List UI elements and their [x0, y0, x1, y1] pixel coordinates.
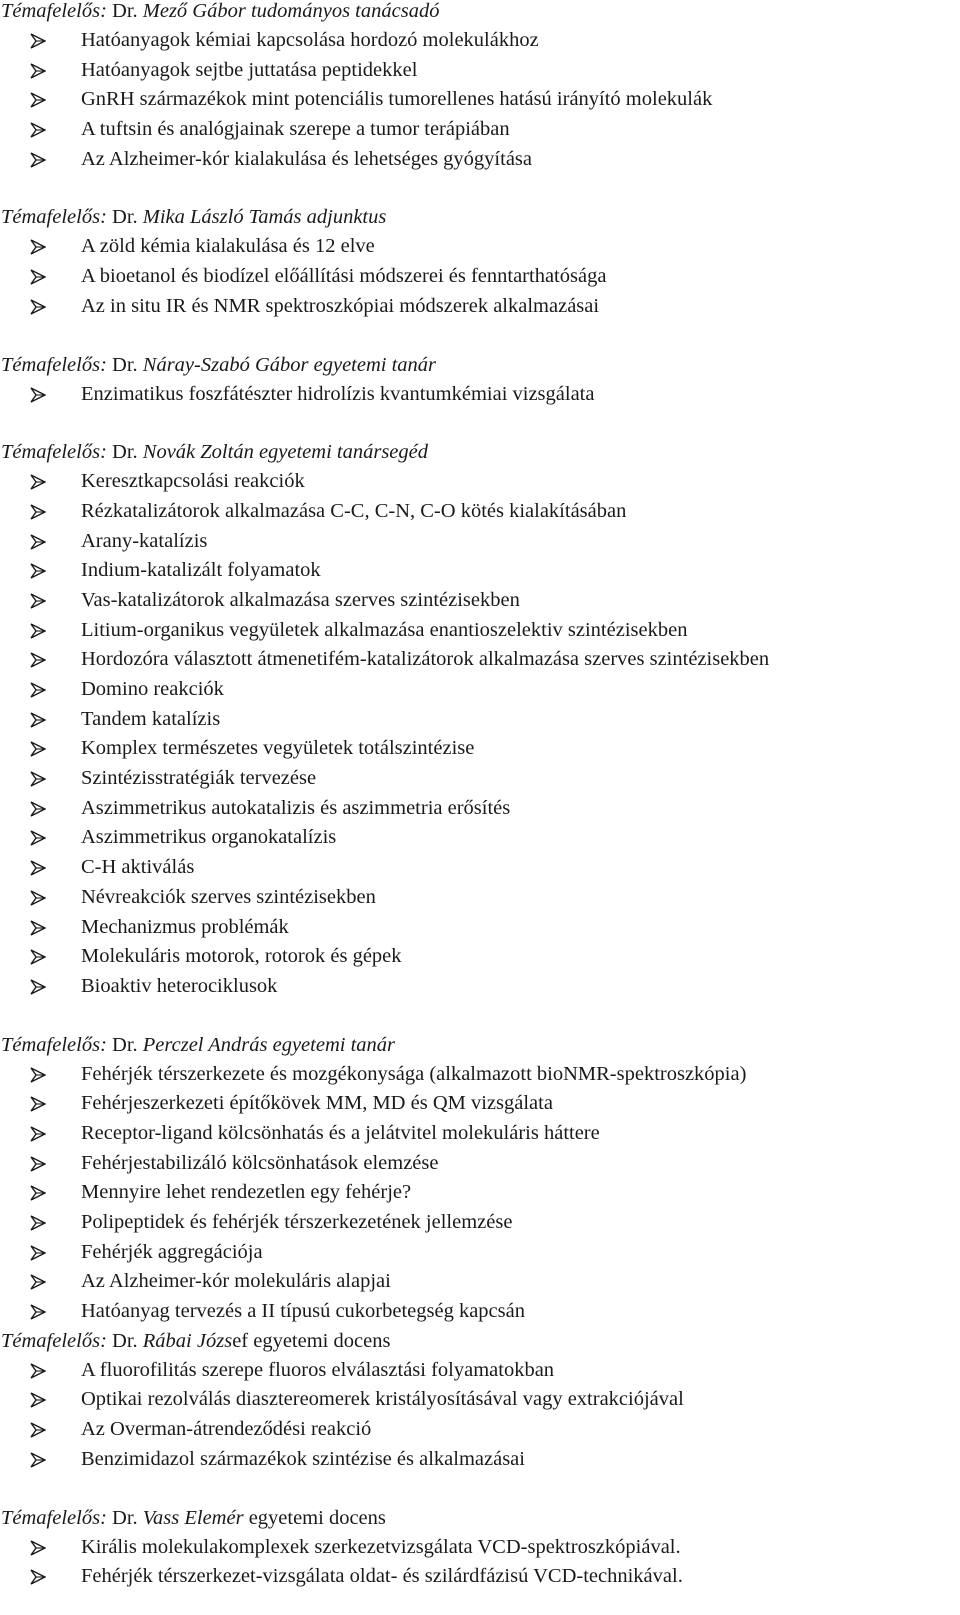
topic-section — [0, 1031, 960, 1327]
list-item — [0, 913, 960, 943]
heading-title-dr: Dr. — [112, 353, 138, 376]
topic-list — [0, 26, 960, 174]
list-item — [0, 115, 960, 145]
supervisor-name: Náray-Szabó Gábor egyetemi tanár — [142, 353, 437, 376]
arrowhead-bullet-icon — [30, 1178, 52, 1208]
arrowhead-bullet-icon — [30, 942, 52, 972]
topic-title: Vas-katalizátorok alkalmazása szerves szintézisekben — [81, 588, 520, 611]
topic-title: Benzimidazol származékok szintézise és alkalmazásai — [81, 1447, 525, 1470]
topic-title: Aszimmetrikus autokatalizis és aszimmetria erősítés — [81, 796, 511, 819]
supervisor-name: Mező Gábor tudományos tanácsadó — [142, 0, 440, 22]
supervisor-name: Perczel András egyetemi tanár — [142, 1033, 395, 1056]
topic-section — [0, 351, 960, 410]
topic-title: Fehérjék aggregációja — [81, 1240, 263, 1263]
heading-label: Témafelelős: — [1, 0, 107, 22]
list-item — [0, 56, 960, 86]
list-item — [0, 1297, 960, 1327]
list-item — [0, 1089, 960, 1119]
arrowhead-bullet-icon — [30, 586, 52, 616]
topic-title: Litium-organikus vegyületek alkalmazása enantioszelektiv szintézisekben — [81, 618, 688, 641]
arrowhead-bullet-icon — [30, 1356, 52, 1386]
topic-title: Királis molekulakomplexek szerkezetvizsgálata VCD-spektroszkópiával. — [81, 1535, 681, 1558]
section-spacer — [0, 174, 960, 203]
list-item — [0, 145, 960, 175]
topic-list — [0, 1060, 960, 1327]
arrowhead-bullet-icon — [30, 1533, 52, 1563]
topic-list — [0, 232, 960, 321]
section-heading — [0, 1031, 960, 1060]
arrowhead-bullet-icon — [30, 1445, 52, 1475]
topic-list — [0, 467, 960, 1001]
list-item — [0, 853, 960, 883]
topic-section — [0, 203, 960, 321]
list-item — [0, 764, 960, 794]
section-heading — [0, 1327, 960, 1356]
topic-title: Arany-katalízis — [81, 529, 208, 552]
list-item — [0, 1385, 960, 1415]
supervisor-name: Mika László Tamás adjunktus — [142, 206, 387, 229]
topic-title: Enzimatikus foszfátészter hidrolízis kvantumkémiai vizsgálata — [81, 382, 595, 405]
list-item — [0, 1533, 960, 1563]
heading-title-dr: Dr. — [112, 1329, 138, 1352]
list-item — [0, 527, 960, 557]
section-heading — [0, 438, 960, 467]
arrowhead-bullet-icon — [30, 1385, 52, 1415]
topic-title: Fehérjeszerkezeti építőkövek MM, MD és QM vizsgálata — [81, 1092, 553, 1115]
arrowhead-bullet-icon — [30, 56, 52, 86]
heading-title-dr: Dr. — [112, 0, 138, 22]
arrowhead-bullet-icon — [30, 1415, 52, 1445]
arrowhead-bullet-icon — [30, 645, 52, 675]
topic-title: Névreakciók szerves szintézisekben — [81, 885, 376, 908]
topic-title: Aszimmetrikus organokatalízis — [81, 826, 337, 849]
section-spacer — [0, 1002, 960, 1031]
topic-title: A fluorofilitás szerepe fluoros elválasztási folyamatokban — [81, 1358, 555, 1381]
topic-title: Az Alzheimer-kór kialakulása és lehetséges gyógyítása — [81, 147, 532, 170]
topic-title: Komplex természetes vegyületek totálszintézise — [81, 737, 475, 760]
heading-title-dr: Dr. — [112, 206, 138, 229]
list-item — [0, 883, 960, 913]
list-item — [0, 972, 960, 1002]
arrowhead-bullet-icon — [30, 972, 52, 1002]
list-item — [0, 1238, 960, 1268]
list-item — [0, 1267, 960, 1297]
topic-title: Hordozóra választott átmenetifém-katalizátorok alkalmazása szerves szintézisekben — [81, 648, 770, 671]
arrowhead-bullet-icon — [30, 1089, 52, 1119]
arrowhead-bullet-icon — [30, 705, 52, 735]
topic-section — [0, 438, 960, 1001]
section-spacer — [0, 1475, 960, 1504]
list-item — [0, 467, 960, 497]
arrowhead-bullet-icon — [30, 1562, 52, 1592]
heading-label: Témafelelős: — [1, 206, 107, 229]
arrowhead-bullet-icon — [30, 292, 52, 322]
arrowhead-bullet-icon — [30, 262, 52, 292]
list-item — [0, 292, 960, 322]
list-item — [0, 1178, 960, 1208]
topic-title: C-H aktiválás — [81, 856, 195, 879]
arrowhead-bullet-icon — [30, 380, 52, 410]
heading-label: Témafelelős: — [1, 353, 107, 376]
supervisor-name-suffix: egyetemi docens — [243, 1506, 386, 1529]
list-item — [0, 794, 960, 824]
topic-title: Az Overman-átrendeződési reakció — [81, 1418, 372, 1441]
arrowhead-bullet-icon — [30, 1267, 52, 1297]
list-item — [0, 1149, 960, 1179]
topic-title: Hatóanyag tervezés a II típusú cukorbetegség kapcsán — [81, 1300, 525, 1323]
arrowhead-bullet-icon — [30, 1149, 52, 1179]
topic-title: Fehérjék térszerkezete és mozgékonysága (alkalmazott bioNMR-spektroszkópia) — [81, 1062, 747, 1085]
section-heading — [0, 1504, 960, 1533]
topic-list — [0, 1533, 960, 1592]
heading-title-dr: Dr. — [112, 1033, 138, 1056]
arrowhead-bullet-icon — [30, 85, 52, 115]
arrowhead-bullet-icon — [30, 883, 52, 913]
list-item — [0, 26, 960, 56]
topic-title: Rézkatalizátorok alkalmazása C-C, C-N, C-O kötés kialakításában — [81, 499, 627, 522]
list-item — [0, 262, 960, 292]
topic-list — [0, 1356, 960, 1475]
arrowhead-bullet-icon — [30, 853, 52, 883]
section-spacer — [0, 409, 960, 438]
list-item — [0, 1562, 960, 1592]
arrowhead-bullet-icon — [30, 115, 52, 145]
topic-title: Hatóanyagok sejtbe juttatása peptidekkel — [81, 58, 418, 81]
heading-title-dr: Dr. — [112, 1506, 138, 1529]
list-item — [0, 616, 960, 646]
supervisor-name: Rábai Józs — [142, 1329, 233, 1352]
topic-list — [0, 380, 960, 410]
list-item — [0, 705, 960, 735]
list-item — [0, 1415, 960, 1445]
list-item — [0, 823, 960, 853]
arrowhead-bullet-icon — [30, 232, 52, 262]
arrowhead-bullet-icon — [30, 764, 52, 794]
topic-title: Tandem katalízis — [81, 707, 221, 730]
arrowhead-bullet-icon — [30, 1208, 52, 1238]
list-item — [0, 497, 960, 527]
list-item — [0, 645, 960, 675]
topic-title: GnRH származékok mint potenciális tumorellenes hatású irányító molekulák — [81, 88, 713, 111]
topic-title: A zöld kémia kialakulása és 12 elve — [81, 235, 375, 258]
arrowhead-bullet-icon — [30, 26, 52, 56]
supervisor-name: Novák Zoltán egyetemi tanársegéd — [142, 441, 429, 464]
topic-title: A bioetanol és biodízel előállítási módszerei és fenntarthatósága — [81, 265, 607, 288]
arrowhead-bullet-icon — [30, 913, 52, 943]
topic-title: Hatóanyagok kémiai kapcsolása hordozó molekulákhoz — [81, 29, 539, 51]
topic-title: Fehérjék térszerkezet-vizsgálata oldat- és szilárdfázisú VCD-technikával. — [81, 1565, 683, 1588]
topic-title: Optikai rezolválás diasztereomerek kristályosításával vagy extrakciójával — [81, 1388, 684, 1411]
list-item — [0, 675, 960, 705]
heading-title-dr: Dr. — [112, 441, 138, 464]
arrowhead-bullet-icon — [30, 1060, 52, 1090]
list-item — [0, 1445, 960, 1475]
arrowhead-bullet-icon — [30, 467, 52, 497]
topic-title: Bioaktiv heterociklusok — [81, 974, 278, 997]
arrowhead-bullet-icon — [30, 734, 52, 764]
list-item — [0, 942, 960, 972]
list-item — [0, 1208, 960, 1238]
list-item — [0, 85, 960, 115]
arrowhead-bullet-icon — [30, 1119, 52, 1149]
list-item — [0, 1060, 960, 1090]
topic-title: Szintézisstratégiák tervezése — [81, 767, 317, 790]
section-spacer — [0, 322, 960, 351]
section-heading — [0, 0, 960, 26]
topic-title: Indium-katalizált folyamatok — [81, 559, 321, 582]
topic-title: Mennyire lehet rendezetlen egy fehérje? — [81, 1181, 412, 1204]
topic-title: A tuftsin és analógjainak szerepe a tumor terápiában — [81, 118, 510, 141]
heading-label: Témafelelős: — [1, 1506, 107, 1529]
topic-title: Receptor-ligand kölcsönhatás és a jelátvitel molekuláris háttere — [81, 1121, 600, 1144]
topic-title: Fehérjestabilizáló kölcsönhatások elemzése — [81, 1151, 439, 1174]
heading-label: Témafelelős: — [1, 1329, 107, 1352]
arrowhead-bullet-icon — [30, 616, 52, 646]
topic-section — [0, 1504, 960, 1592]
topic-title: Polipeptidek és fehérjék térszerkezetének jellemzése — [81, 1211, 513, 1233]
topic-section — [0, 0, 960, 174]
arrowhead-bullet-icon — [30, 1238, 52, 1268]
arrowhead-bullet-icon — [30, 794, 52, 824]
arrowhead-bullet-icon — [30, 675, 52, 705]
arrowhead-bullet-icon — [30, 556, 52, 586]
topic-title: Domino reakciók — [81, 678, 224, 700]
topic-section — [0, 1327, 960, 1475]
list-item — [0, 232, 960, 262]
section-heading — [0, 203, 960, 232]
list-item — [0, 380, 960, 410]
arrowhead-bullet-icon — [30, 497, 52, 527]
arrowhead-bullet-icon — [30, 823, 52, 853]
topic-title: Az in situ IR és NMR spektroszkópiai módszerek alkalmazásai — [81, 294, 600, 317]
topic-title: Mechanizmus problémák — [81, 915, 289, 938]
arrowhead-bullet-icon — [30, 145, 52, 175]
heading-label: Témafelelős: — [1, 1033, 107, 1056]
list-item — [0, 1356, 960, 1386]
list-item — [0, 1119, 960, 1149]
arrowhead-bullet-icon — [30, 527, 52, 557]
heading-label: Témafelelős: — [1, 441, 107, 464]
list-item — [0, 734, 960, 764]
list-item — [0, 586, 960, 616]
supervisor-name-suffix: ef egyetemi docens — [232, 1329, 391, 1352]
arrowhead-bullet-icon — [30, 1297, 52, 1327]
supervisor-name: Vass Elemér — [142, 1506, 244, 1529]
topic-title: Keresztkapcsolási reakciók — [81, 470, 305, 493]
topic-title: Az Alzheimer-kór molekuláris alapjai — [81, 1270, 391, 1293]
section-heading — [0, 351, 960, 380]
topic-title: Molekuláris motorok, rotorok és gépek — [81, 945, 402, 968]
list-item — [0, 556, 960, 586]
